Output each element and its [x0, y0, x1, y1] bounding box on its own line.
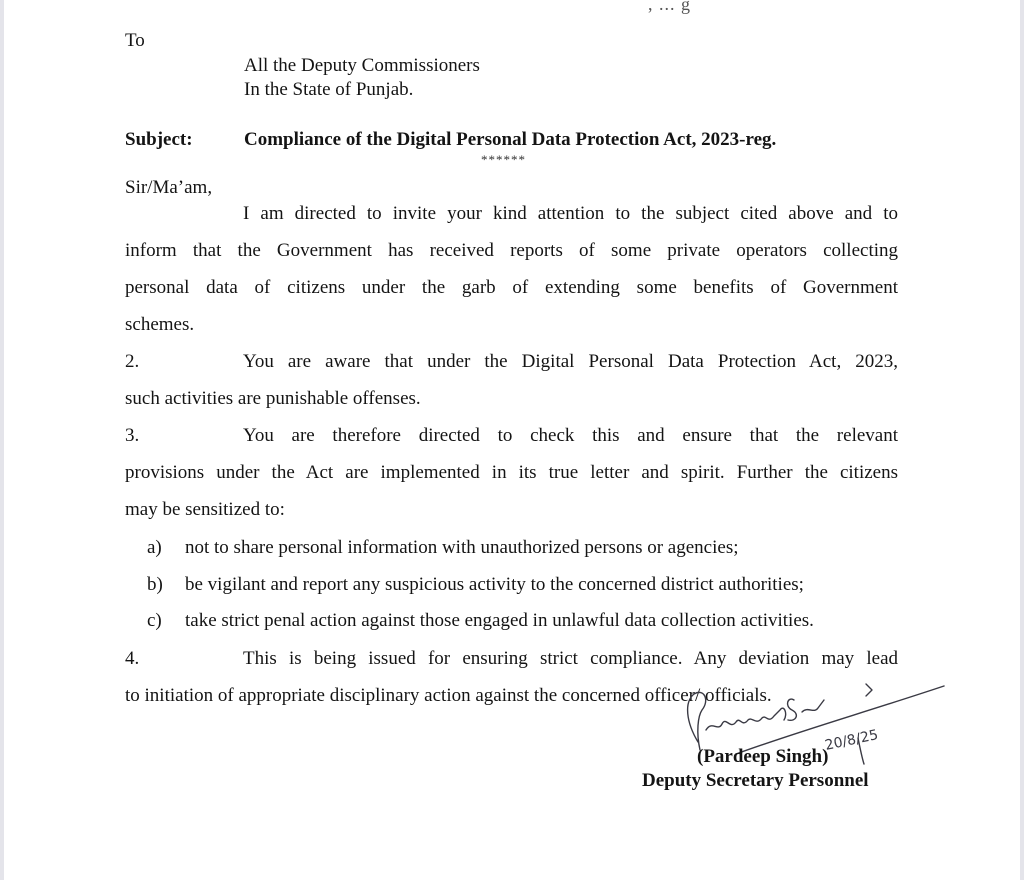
cropped-top-text: , ... g — [648, 0, 691, 14]
paragraph-3-number: 3. — [125, 425, 140, 446]
list-item-a: not to share personal information with unauthorized persons or agencies; — [185, 537, 739, 558]
paragraph-3-line-3: may be sensitized to: — [125, 499, 285, 520]
signature-date: 20/8/25 — [823, 727, 880, 754]
signature-stroke-p — [688, 692, 706, 750]
subject-label: Subject: — [125, 129, 193, 150]
paragraph-1-line-4: schemes. — [125, 314, 195, 335]
page-edge-left — [0, 0, 4, 880]
paragraph-2-number: 2. — [125, 351, 140, 372]
paragraph-4-line-2: to initiation of appropriate disciplinary action against the concerned officer/ officials. — [125, 685, 772, 706]
paragraph-1-line-3: personal data of citizens under the garb of extending some benefits of Government — [125, 277, 898, 298]
paragraph-4-number: 4. — [125, 648, 140, 669]
signature-stroke-s — [788, 699, 797, 720]
list-marker-a: a) — [147, 537, 162, 558]
signature-check-mark — [866, 684, 872, 696]
subject-text: Compliance of the Digital Personal Data Protection Act, 2023-reg. — [244, 129, 777, 150]
paragraph-1-line-2: inform that the Government has received reports of some private operators collecting — [125, 240, 898, 261]
list-item-c: take strict penal action against those engaged in unlawful data collection activities. — [185, 610, 814, 631]
signatory-name: (Pardeep Singh) — [697, 746, 829, 767]
signature-stroke-name — [706, 708, 786, 730]
list-item-b: be vigilant and report any suspicious activity to the concerned district authorities; — [185, 574, 804, 595]
addressee-line-2: In the State of Punjab. — [244, 79, 414, 100]
paragraph-4-line-1: This is being issued for ensuring strict compliance. Any deviation may lead — [243, 648, 898, 669]
paragraph-2-line-2: such activities are punishable offenses. — [125, 388, 421, 409]
separator-stars: ****** — [481, 152, 526, 167]
paragraph-3-line-1: You are therefore directed to check this and ensure that the relevant — [243, 425, 898, 446]
greeting: Sir/Ma’am, — [125, 177, 213, 198]
paragraph-1-line-1: I am directed to invite your kind attention to the subject cited above and to — [243, 203, 898, 224]
to-label: To — [125, 30, 145, 51]
list-marker-c: c) — [147, 610, 162, 631]
signature-stroke-tail — [802, 700, 824, 712]
signatory-designation: Deputy Secretary Personnel — [642, 770, 869, 791]
list-marker-b: b) — [147, 574, 163, 595]
addressee-line-1: All the Deputy Commissioners — [244, 55, 480, 76]
page-edge-right — [1020, 0, 1024, 880]
paragraph-3-line-2: provisions under the Act are implemented in its true letter and spirit. Further the citizens — [125, 462, 898, 483]
paragraph-2-line-1: You are aware that under the Digital Personal Data Protection Act, 2023, — [243, 351, 898, 372]
